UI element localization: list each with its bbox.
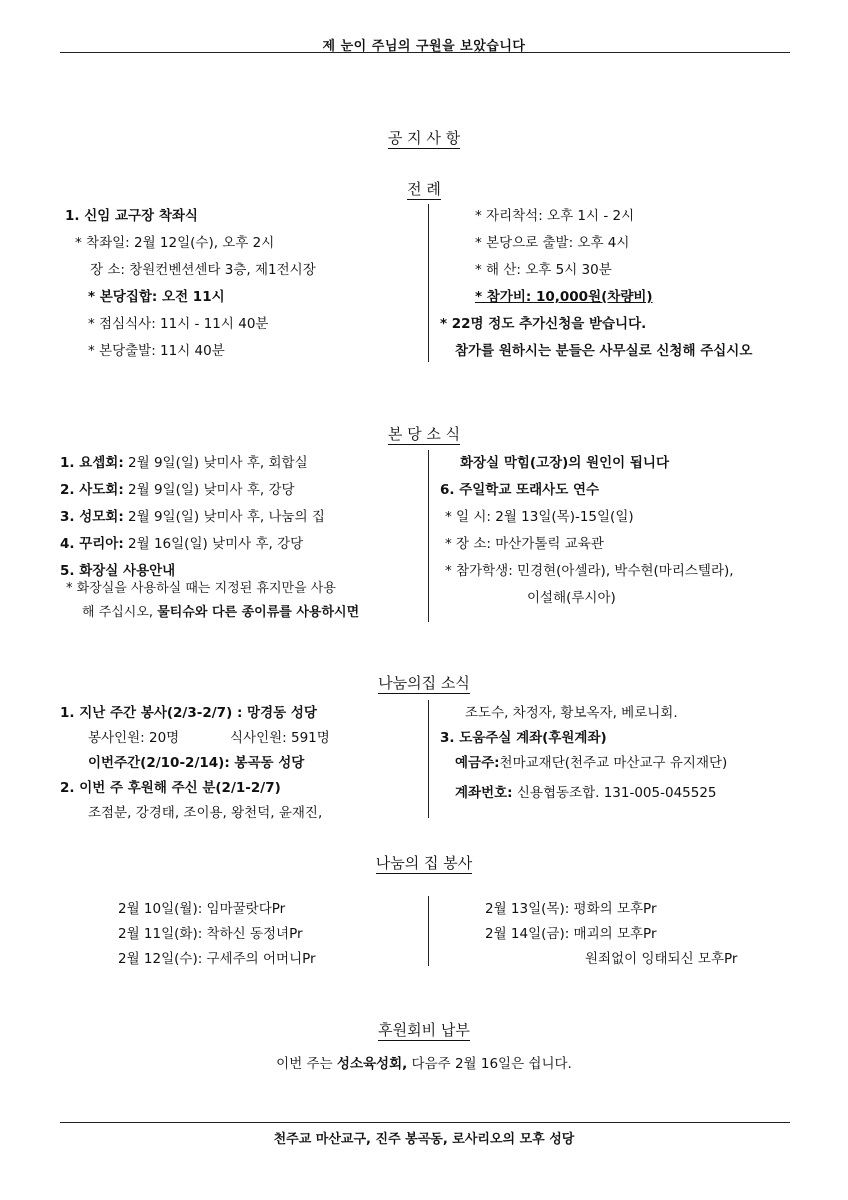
parish-news-title: 본 당 소 식: [387, 425, 461, 443]
sharing-house-service-title: 나눔의 집 봉사: [375, 854, 473, 872]
sharing-house-item-2-title: 2. 이번 주 후원해 주신 분(2/1-2/7): [60, 780, 281, 796]
service-left-line-2: 2월 11일(화): 착하신 동정녀Pr: [118, 926, 303, 942]
service-right-line-1: 2월 13일(목): 평화의 모후Pr: [485, 901, 657, 917]
liturgy-right-line-5: * 22명 정도 추가신청을 받습니다.: [440, 316, 647, 332]
parish-news-item-5-line-1: * 화장실을 사용하실 때는 지정된 휴지만을 사용: [66, 581, 336, 596]
parish-news-item-6-students-1: * 참가학생: 민경현(아셀라), 박수현(마리스텔라),: [445, 563, 734, 579]
parish-news-item-6-title: 6. 주일학교 또래사도 연수: [440, 482, 600, 498]
liturgy-right-line-3: * 해 산: 오후 5시 30분: [475, 262, 612, 278]
sharing-house-item-2-names-1: 조점분, 강경태, 조이용, 왕천덕, 윤재진,: [88, 805, 323, 821]
sharing-house-item-1-title: 1. 지난 주간 봉사(2/3-2/7) : 망경동 성당: [60, 705, 317, 721]
page-header: 제 눈이 주님의 구원을 보았습니다: [322, 39, 526, 54]
liturgy-left-line-2: * 착좌일: 2월 12일(수), 오후 2시: [75, 235, 275, 251]
sharing-house-item-1-staff: 봉사인원: 20명: [88, 730, 180, 746]
liturgy-left-line-1: 1. 신임 교구장 착좌식: [65, 208, 198, 224]
sharing-house-item-3-title: 3. 도움주실 계좌(후원계좌): [440, 730, 607, 746]
liturgy-left-line-4: * 본당집합: 오전 11시: [88, 289, 225, 305]
service-column-divider: [428, 896, 429, 966]
sharing-house-item-2-names-2: 조도수, 차정자, 황보옥자, 베로니회.: [465, 705, 678, 721]
liturgy-title: 전 례: [407, 180, 441, 198]
liturgy-right-line-1: * 자리착석: 오후 1시 - 2시: [475, 208, 635, 224]
header-divider: [60, 52, 790, 53]
liturgy-left-line-5: * 점심식사: 11시 - 11시 40분: [88, 316, 269, 332]
parish-news-item-4: 4. 꾸리아: 2월 16일(일) 낮미사 후, 강당: [60, 536, 304, 552]
parish-news-item-2: 2. 사도회: 2월 9일(일) 낮미사 후, 강당: [60, 482, 295, 498]
dues-text: 이번 주는 성소육성회, 다음주 2월 16일은 쉽니다.: [276, 1056, 572, 1072]
parish-news-item-3: 3. 성모회: 2월 9일(일) 낮미사 후, 나눔의 집: [60, 509, 325, 525]
page-footer: 천주교 마산교구, 진주 봉곡동, 로사리오의 모후 성당: [273, 1132, 575, 1147]
sharing-house-depositor: 예금주:천마교재단(천주교 마산교구 유지재단): [455, 755, 728, 771]
parish-news-column-divider: [428, 450, 429, 622]
parish-news-right-line-1: 화장실 막힘(고장)의 원인이 됩니다: [460, 455, 670, 471]
sharing-house-this-week: 이번주간(2/10-2/14): 봉곡동 성당: [88, 755, 305, 771]
footer-divider: [60, 1122, 790, 1123]
parish-news-item-6-date: * 일 시: 2월 13일(목)-15일(일): [445, 509, 634, 525]
service-right-line-2: 2월 14일(금): 매괴의 모후Pr: [485, 926, 657, 942]
liturgy-column-divider: [428, 204, 429, 362]
sharing-house-column-divider: [428, 700, 429, 818]
parish-news-item-5-line-2: 해 주십시오, 물티슈와 다른 종이류를 사용하시면: [82, 605, 360, 620]
parish-news-item-5-title: 5. 화장실 사용안내: [60, 563, 176, 579]
service-left-line-1: 2월 10일(월): 임마꿀랏다Pr: [118, 901, 286, 917]
sharing-house-account: 계좌번호: 신용협동조합. 131-005-045525: [455, 785, 717, 801]
sharing-house-item-1-meals: 식사인원: 591명: [230, 730, 330, 746]
sharing-house-news-title: 나눔의집 소식: [378, 674, 470, 692]
liturgy-right-line-4: * 참가비: 10,000원(차량비): [475, 289, 653, 305]
parish-news-item-6-place: * 장 소: 마산가톨릭 교육관: [445, 536, 604, 552]
liturgy-right-line-2: * 본당으로 출발: 오후 4시: [475, 235, 630, 251]
liturgy-right-line-6: 참가를 원하시는 분들은 사무실로 신청해 주십시오: [455, 343, 753, 359]
parish-news-item-6-students-2: 이설해(루시아): [527, 590, 616, 606]
liturgy-left-line-3: 장 소: 창원컨벤션센타 3층, 제1전시장: [90, 262, 316, 278]
service-left-line-3: 2월 12일(수): 구세주의 어머니Pr: [118, 951, 316, 967]
liturgy-left-line-6: * 본당출발: 11시 40분: [88, 343, 225, 359]
page-title: 공 지 사 항: [387, 129, 461, 147]
service-right-line-3: 원죄없이 잉태되신 모후Pr: [585, 951, 738, 967]
parish-news-item-1: 1. 요셉회: 2월 9일(일) 낮미사 후, 회합실: [60, 455, 308, 471]
dues-title: 후원회비 납부: [378, 1021, 470, 1039]
